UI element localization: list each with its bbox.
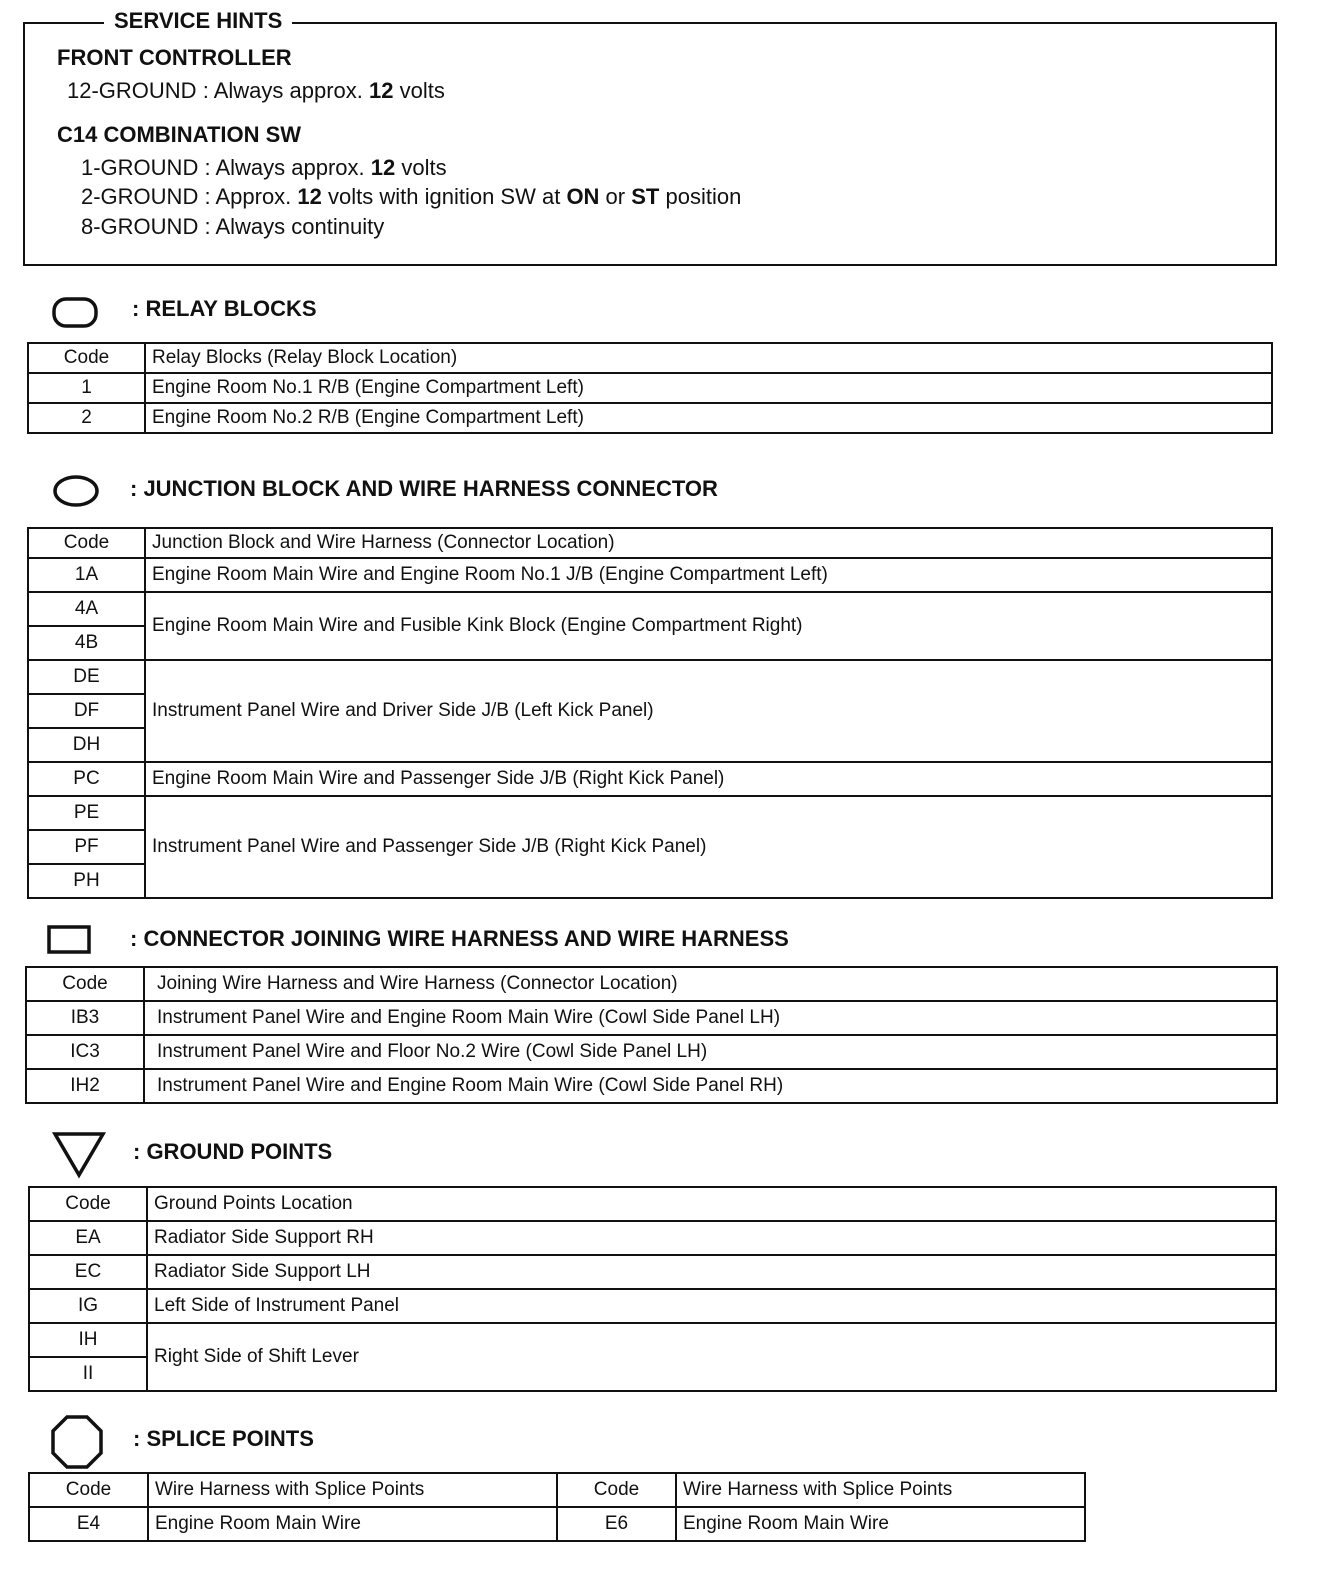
down-triangle-icon xyxy=(50,1130,108,1180)
code-header: Code xyxy=(29,1187,147,1221)
code-cell: 4B xyxy=(28,626,145,660)
splice-points-table xyxy=(28,1472,1086,1542)
service-hints-title: SERVICE HINTS xyxy=(104,8,292,34)
splice-points-title: : SPLICE POINTS xyxy=(133,1426,314,1451)
oval-icon xyxy=(52,474,102,510)
relay-blocks-title: : RELAY BLOCKS xyxy=(132,296,317,321)
hint-line: 12-GROUND : Always approx. 12 volts xyxy=(67,78,445,103)
junction-block-table xyxy=(27,527,1273,899)
desc-cell: Left Side of Instrument Panel xyxy=(147,1289,1276,1323)
code-header: Code xyxy=(26,967,144,1001)
code-header: Code xyxy=(557,1473,676,1507)
table-row xyxy=(26,1035,1277,1069)
octagon-icon xyxy=(48,1413,106,1471)
code-cell: EA xyxy=(29,1221,147,1255)
code-cell: PC xyxy=(28,762,145,796)
front-controller-heading: FRONT CONTROLLER xyxy=(57,45,292,70)
code-cell: IH xyxy=(29,1323,147,1357)
table-row xyxy=(29,1507,1085,1541)
relay-blocks-table xyxy=(27,342,1273,434)
code-cell: PE xyxy=(28,796,145,830)
desc-cell: Instrument Panel Wire and Engine Room Main Wire (Cowl Side Panel LH) xyxy=(144,1001,1277,1035)
code-header: Code xyxy=(28,528,145,558)
code-cell: DE xyxy=(28,660,145,694)
table-row xyxy=(29,1221,1276,1255)
ground-points-table xyxy=(28,1186,1277,1392)
desc-cell: Engine Room No.1 R/B (Engine Compartment Left) xyxy=(145,373,1272,403)
desc-cell: Right Side of Shift Lever xyxy=(147,1323,1276,1391)
hint-line: 2-GROUND : Approx. 12 volts with ignition SW at ON or ST position xyxy=(81,184,742,209)
code-cell: IG xyxy=(29,1289,147,1323)
connector-table xyxy=(25,966,1278,1104)
desc-cell: Engine Room Main Wire and Passenger Side J/B (Right Kick Panel) xyxy=(145,762,1272,796)
code-cell: 1 xyxy=(28,373,145,403)
code-cell: E6 xyxy=(557,1507,676,1541)
junction-block-title: : JUNCTION BLOCK AND WIRE HARNESS CONNECTOR xyxy=(130,476,718,501)
table-row xyxy=(28,373,1272,403)
table-row xyxy=(29,1323,1276,1357)
table-row xyxy=(28,558,1272,592)
table-header-row xyxy=(26,967,1277,1001)
code-header: Code xyxy=(29,1473,148,1507)
desc-cell: Engine Room No.2 R/B (Engine Compartment Left) xyxy=(145,403,1272,433)
desc-cell: Engine Room Main Wire and Fusible Kink Block (Engine Compartment Right) xyxy=(145,592,1272,660)
desc-cell: Radiator Side Support RH xyxy=(147,1221,1276,1255)
desc-cell: Engine Room Main Wire xyxy=(676,1507,1085,1541)
desc-cell: Instrument Panel Wire and Engine Room Main Wire (Cowl Side Panel RH) xyxy=(144,1069,1277,1103)
code-cell: DH xyxy=(28,728,145,762)
desc-header: Wire Harness with Splice Points xyxy=(676,1473,1085,1507)
desc-header: Junction Block and Wire Harness (Connector Location) xyxy=(145,528,1272,558)
table-header-row xyxy=(29,1187,1276,1221)
code-cell: 4A xyxy=(28,592,145,626)
hint-line: 8-GROUND : Always continuity xyxy=(81,214,385,239)
rectangle-icon xyxy=(46,924,94,956)
table-row xyxy=(29,1255,1276,1289)
code-cell: EC xyxy=(29,1255,147,1289)
code-cell: IC3 xyxy=(26,1035,144,1069)
table-row xyxy=(28,403,1272,433)
desc-header: Joining Wire Harness and Wire Harness (Connector Location) xyxy=(144,967,1277,1001)
hint-line: 1-GROUND : Always approx. 12 volts xyxy=(81,155,447,180)
code-cell: IH2 xyxy=(26,1069,144,1103)
desc-cell: Instrument Panel Wire and Driver Side J/B (Left Kick Panel) xyxy=(145,660,1272,762)
code-cell: IB3 xyxy=(26,1001,144,1035)
table-row xyxy=(26,1069,1277,1103)
code-cell: E4 xyxy=(29,1507,148,1541)
code-cell: 1A xyxy=(28,558,145,592)
desc-cell: Instrument Panel Wire and Floor No.2 Wire (Cowl Side Panel LH) xyxy=(144,1035,1277,1069)
code-cell: PH xyxy=(28,864,145,898)
table-row xyxy=(28,660,1272,694)
table-row xyxy=(26,1001,1277,1035)
connector-title: : CONNECTOR JOINING WIRE HARNESS AND WIRE HARNESS xyxy=(130,926,789,951)
table-row xyxy=(28,762,1272,796)
desc-header: Wire Harness with Splice Points xyxy=(148,1473,557,1507)
desc-cell: Radiator Side Support LH xyxy=(147,1255,1276,1289)
desc-cell: Engine Room Main Wire xyxy=(148,1507,557,1541)
code-cell: PF xyxy=(28,830,145,864)
table-row xyxy=(28,592,1272,626)
code-cell: DF xyxy=(28,694,145,728)
table-header-row xyxy=(29,1473,1085,1507)
code-cell: 2 xyxy=(28,403,145,433)
combination-sw-heading: C14 COMBINATION SW xyxy=(57,122,302,147)
rounded-rectangle-icon xyxy=(52,297,100,329)
code-header: Code xyxy=(28,343,145,373)
desc-header: Relay Blocks (Relay Block Location) xyxy=(145,343,1272,373)
desc-cell: Instrument Panel Wire and Passenger Side J/B (Right Kick Panel) xyxy=(145,796,1272,898)
desc-header: Ground Points Location xyxy=(147,1187,1276,1221)
desc-cell: Engine Room Main Wire and Engine Room No.1 J/B (Engine Compartment Left) xyxy=(145,558,1272,592)
table-header-row xyxy=(28,343,1272,373)
ground-points-title: : GROUND POINTS xyxy=(133,1139,333,1164)
table-row xyxy=(29,1289,1276,1323)
table-header-row xyxy=(28,528,1272,558)
table-row xyxy=(28,796,1272,830)
code-cell: II xyxy=(29,1357,147,1391)
